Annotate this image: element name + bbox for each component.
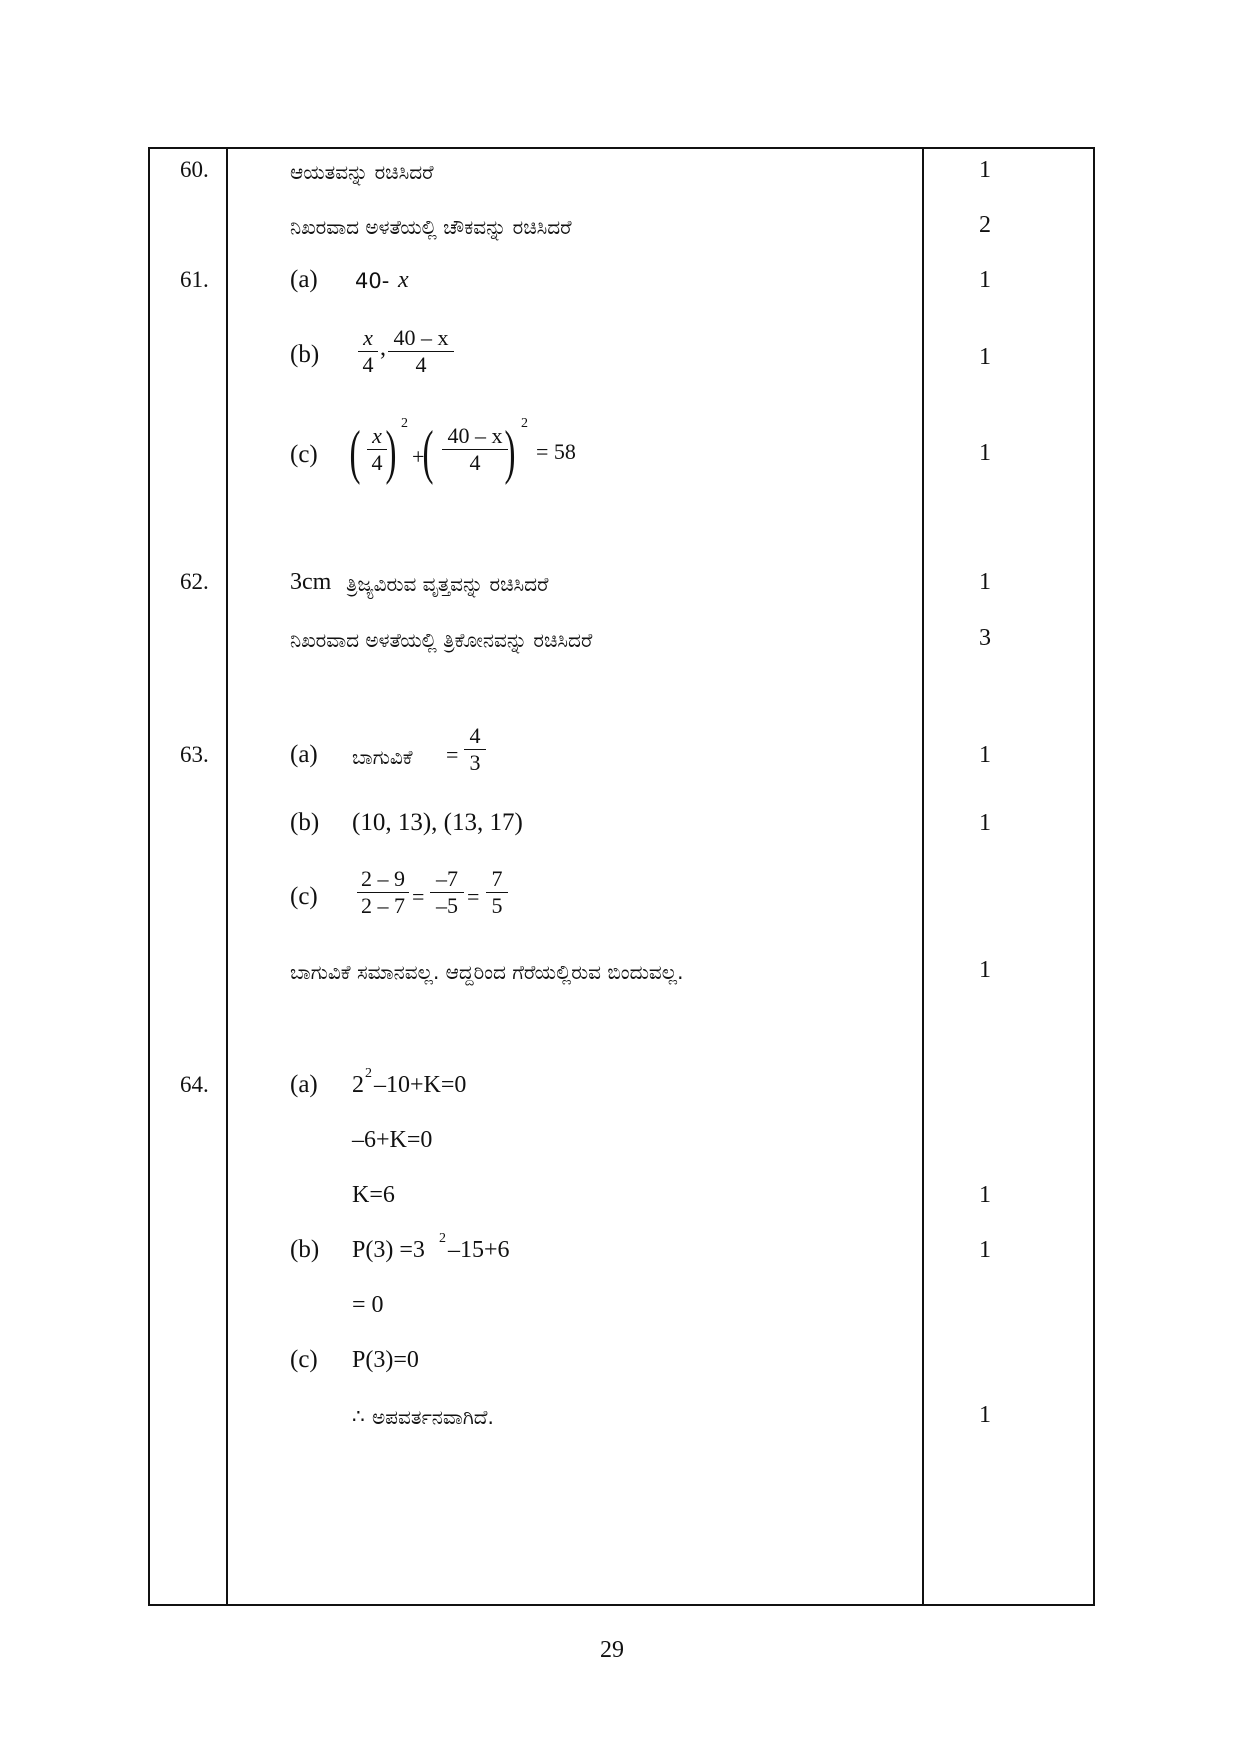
q60-line2: ನಿಖರವಾದ ಅಳತೆಯಲ್ಲಿ ಚೌಕವನ್ನು ರಚಿಸಿದರೆ xyxy=(290,215,572,239)
q64-b-line1-exponent: 2 xyxy=(439,1231,446,1246)
q61-a-label: (a) xyxy=(290,266,318,293)
q63-a-text: ಬಾಗುವಿಕೆ xyxy=(352,745,413,769)
q63-c-fraction-1 xyxy=(357,866,409,919)
q63-a-label: (a) xyxy=(290,741,318,768)
q61-c-fraction-1 xyxy=(367,423,387,476)
q61-c-exponent-1: 2 xyxy=(401,416,408,431)
q61-c-plus: + xyxy=(412,444,425,469)
q63-a-equals: = xyxy=(446,742,459,767)
q60-mark1: 1 xyxy=(979,157,991,183)
q61-b-f1-numerator: x xyxy=(358,325,378,352)
q64-a-line1-exponent: 2 xyxy=(365,1066,372,1081)
q61-a-var: x xyxy=(398,267,409,293)
q63-a-denominator: 3 xyxy=(469,750,481,775)
q64-a-line1-rest: –10+K=0 xyxy=(374,1072,467,1098)
question-number-63: 63. xyxy=(180,742,209,767)
q61-b-f2-numerator: 40 – x xyxy=(388,325,454,352)
question-column-divider xyxy=(226,147,228,1606)
q62-mark2: 3 xyxy=(979,625,991,651)
q63-b-mark: 1 xyxy=(979,810,991,836)
q64-b-line1-rest: –15+6 xyxy=(448,1237,510,1263)
q61-c-equals: = 58 xyxy=(536,439,576,464)
q64-c-label: (c) xyxy=(290,1346,318,1373)
q61-c-fraction-2 xyxy=(442,423,508,476)
q61-c-paren-close-1: ) xyxy=(385,419,397,485)
q61-c-f1-denominator: 4 xyxy=(371,450,383,475)
q63-conclusion-mark: 1 xyxy=(979,957,991,983)
q61-c-paren-open-2: ( xyxy=(422,419,434,485)
q63-c-fraction-2 xyxy=(430,866,464,919)
q61-c-label: (c) xyxy=(290,441,318,468)
q64-c-mark: 1 xyxy=(979,1402,991,1428)
q61-b-label: (b) xyxy=(290,341,320,368)
q63-conclusion: ಬಾಗುವಿಕೆ ಸಮಾನವಲ್ಲ. ಆದ್ದರಿಂದ ಗೆರೆಯಲ್ಲಿರುವ ಬಿಂದುವಲ್ಲ. xyxy=(290,960,684,984)
q61-a-mark: 1 xyxy=(979,267,991,293)
q63-c-f3-denominator: 5 xyxy=(491,893,503,918)
q62-mark1: 1 xyxy=(979,569,991,595)
q63-b-label: (b) xyxy=(290,809,320,836)
q62-line1: ತ್ರಿಜ್ಯವಿರುವ ವೃತ್ತವನ್ನು ರಚಿಸಿದರೆ xyxy=(346,572,549,596)
question-number-60: 60. xyxy=(180,157,209,182)
question-number-62: 62. xyxy=(180,569,209,594)
q61-b-fraction-1 xyxy=(358,325,378,378)
q63-c-f1-denominator: 2 – 7 xyxy=(361,893,405,918)
q63-b-text: (10, 13), (13, 17) xyxy=(352,809,523,836)
q61-c-mark: 1 xyxy=(979,440,991,466)
q61-b-fraction-2 xyxy=(388,325,454,378)
q64-b-label: (b) xyxy=(290,1236,320,1263)
q63-c-equals-2: = xyxy=(467,884,480,909)
question-number-61: 61. xyxy=(180,267,209,292)
q61-a-prefix: 40- xyxy=(355,269,390,293)
q63-a-mark: 1 xyxy=(979,742,991,768)
q64-b-line2: = 0 xyxy=(352,1292,384,1318)
q64-b-line1-pre: P(3) =3 xyxy=(352,1237,425,1263)
q61-c-exponent-2: 2 xyxy=(521,416,528,431)
q63-c-f2-numerator: –7 xyxy=(430,866,464,893)
therefore-symbol: ∴ xyxy=(352,1406,365,1428)
q62-line1-prefix: 3cm xyxy=(290,569,332,595)
question-number-64: 64. xyxy=(180,1072,209,1097)
q60-mark2: 2 xyxy=(979,212,991,238)
q63-c-fraction-3 xyxy=(486,866,508,919)
q62-line2: ನಿಖರವಾದ ಅಳತೆಯಲ್ಲಿ ತ್ರಿಕೋನವನ್ನು ರಚಿಸಿದರೆ xyxy=(290,628,593,652)
q61-b-f2-denominator: 4 xyxy=(415,352,427,377)
q61-c-paren-close-2: ) xyxy=(504,419,516,485)
q64-a-line3: K=6 xyxy=(352,1182,395,1208)
q64-c-line2: ಅಪವರ್ತನವಾಗಿದೆ. xyxy=(372,1405,494,1429)
q63-c-f3-numerator: 7 xyxy=(486,866,508,893)
q61-c-f2-denominator: 4 xyxy=(469,450,481,475)
q64-a-mark: 1 xyxy=(979,1182,991,1208)
q64-a-label: (a) xyxy=(290,1071,318,1098)
q64-c-line1: P(3)=0 xyxy=(352,1347,419,1373)
q60-line1: ಆಯತವನ್ನು ರಚಿಸಿದರೆ xyxy=(290,160,434,184)
q61-b-separator: , xyxy=(380,335,386,361)
q61-c-f2-numerator: 40 – x xyxy=(442,423,508,450)
q64-b-mark: 1 xyxy=(979,1237,991,1263)
q64-a-line2: –6+K=0 xyxy=(352,1127,433,1153)
q63-a-numerator: 4 xyxy=(464,723,486,750)
q63-c-f1-numerator: 2 – 9 xyxy=(357,866,409,893)
q61-c-paren-open-1: ( xyxy=(349,419,361,485)
q63-c-label: (c) xyxy=(290,883,318,910)
q63-c-f2-denominator: –5 xyxy=(436,893,458,918)
q61-c-f1-numerator: x xyxy=(367,423,387,450)
marks-column-divider xyxy=(922,147,924,1606)
q63-c-equals-1: = xyxy=(412,884,425,909)
q61-b-mark: 1 xyxy=(979,344,991,370)
q61-b-f1-denominator: 4 xyxy=(362,352,374,377)
q64-a-line1-base: 2 xyxy=(352,1072,364,1098)
q63-a-fraction xyxy=(464,723,486,776)
page-number: 29 xyxy=(600,1637,624,1663)
